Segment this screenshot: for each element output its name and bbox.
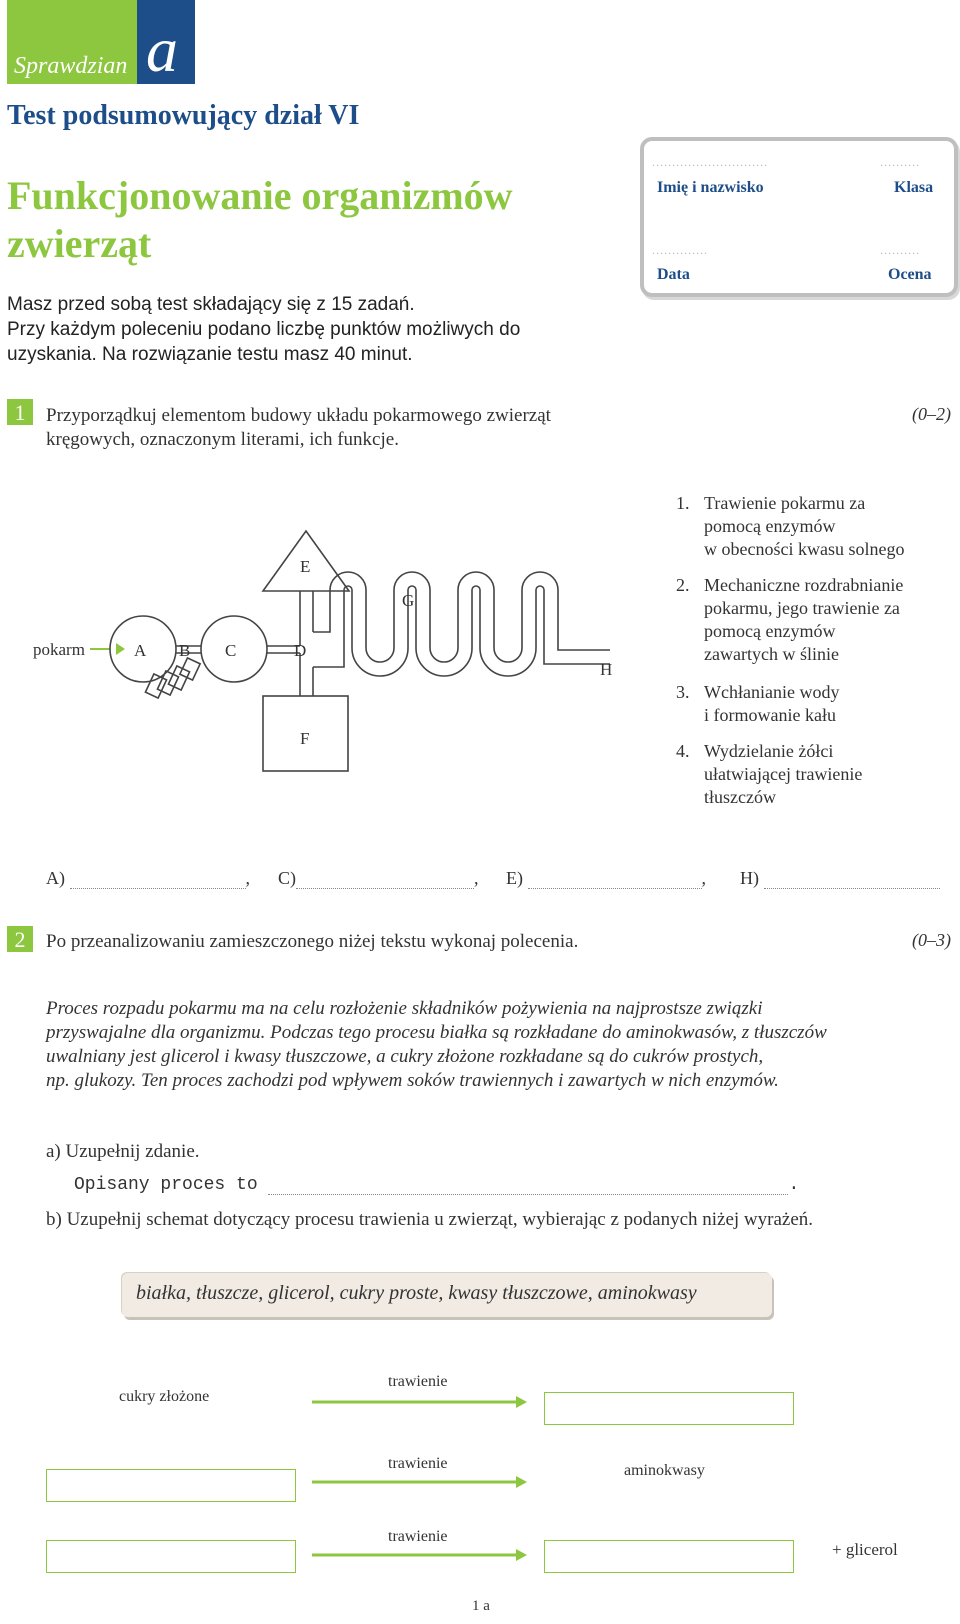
scheme-answer-box[interactable] bbox=[46, 1540, 296, 1573]
function-line: pomocą enzymów bbox=[704, 621, 836, 641]
answer-field[interactable] bbox=[764, 874, 940, 889]
part-a-instruction: a) Uzupełnij zdanie. bbox=[46, 1141, 200, 1162]
task-number: 2 bbox=[7, 926, 33, 952]
task1-text-line: Przyporządkuj elementom budowy układu pokarmowego zwierząt bbox=[46, 405, 551, 426]
student-info-card bbox=[640, 137, 958, 297]
date-label: Data bbox=[657, 266, 690, 283]
scheme-answer-box[interactable] bbox=[46, 1469, 296, 1502]
function-number: 1. bbox=[676, 493, 690, 513]
arrow-label: trawienie bbox=[388, 1455, 448, 1472]
function-line: pomocą enzymów bbox=[704, 516, 836, 536]
answer-label: H) bbox=[740, 868, 759, 888]
answer-label: A) bbox=[46, 868, 65, 888]
diagram-label-f: F bbox=[300, 729, 310, 748]
digestive-system-diagram bbox=[0, 500, 660, 800]
diagram-label-food: pokarm bbox=[33, 640, 85, 659]
arrow-right-icon bbox=[516, 1396, 527, 1408]
badge-letter: a bbox=[146, 14, 178, 85]
paragraph-line: Proces rozpadu pokarmu ma na celu rozłożenie składników pożywienia na najprostsze związki bbox=[46, 998, 763, 1019]
grade-field-line[interactable]: .......... bbox=[880, 243, 920, 257]
answer-field[interactable] bbox=[70, 874, 246, 889]
diagram-label-e: E bbox=[300, 557, 311, 576]
paragraph-line: uwalniany jest glicerol i kwasy tłuszczowe, a cukry złożone rozkładane są do cukrów prostych, bbox=[46, 1046, 764, 1067]
diagram-label-c: C bbox=[225, 641, 237, 660]
function-item bbox=[676, 740, 956, 809]
task1-points: (0–2) bbox=[912, 404, 951, 424]
answer-a[interactable]: A) , bbox=[46, 868, 250, 888]
diagram-label-g: G bbox=[402, 591, 415, 610]
function-line: zawartych w ślinie bbox=[704, 644, 839, 664]
arrow-right-icon bbox=[516, 1476, 527, 1488]
function-item bbox=[676, 681, 956, 727]
answer-label: C) bbox=[278, 868, 296, 888]
diagram-label-d: D bbox=[294, 641, 307, 660]
diagram-label-b: B bbox=[179, 641, 191, 660]
class-field-line[interactable]: .......... bbox=[880, 155, 920, 169]
badge-label: Sprawdzian bbox=[14, 53, 128, 79]
function-number: 4. bbox=[676, 741, 690, 761]
intro-text bbox=[7, 292, 627, 367]
task2-text: Po przeanalizowaniu zamieszczonego niżej tekstu wykonaj polecenia. bbox=[46, 931, 579, 952]
answer-field[interactable] bbox=[296, 874, 474, 889]
part-b-instruction: b) Uzupełnij schemat dotyczący procesu trawienia u zwierząt, wybierając z podanych niżej wyrażeń. bbox=[46, 1209, 814, 1230]
scheme-answer-box[interactable] bbox=[544, 1540, 794, 1573]
answer-h[interactable] bbox=[740, 868, 940, 889]
paragraph-line: przyswajalne dla organizmu. Podczas tego procesu białka są rozkładane do aminokwasów, z tłuszczów bbox=[46, 1022, 827, 1043]
function-line: tłuszczów bbox=[704, 787, 776, 807]
task1-text bbox=[46, 404, 551, 452]
function-number: 3. bbox=[676, 682, 690, 702]
task2-points: (0–3) bbox=[912, 930, 951, 950]
paragraph-line: np. glukozy. Ten proces zachodzi pod wpływem soków trawiennych i zawartych w nich enzymów. bbox=[46, 1070, 779, 1091]
page-title: Funkcjonowanie organizmów zwierząt bbox=[7, 173, 513, 266]
class-label: Klasa bbox=[894, 179, 934, 196]
source-paragraph bbox=[46, 997, 956, 1093]
answer-field[interactable] bbox=[528, 874, 702, 889]
grade-label: Ocena bbox=[888, 266, 932, 283]
function-line: w obecności kwasu solnego bbox=[704, 539, 905, 559]
task1-text-line: kręgowych, oznaczonym literami, ich funkcje. bbox=[46, 429, 399, 450]
function-item bbox=[676, 574, 956, 666]
diagram-label-a: A bbox=[134, 641, 147, 660]
scheme-complex-sugars: cukry złożone bbox=[119, 1388, 210, 1405]
diagram-label-h: H bbox=[600, 660, 613, 679]
scheme-arrows bbox=[300, 1385, 530, 1575]
scheme-answer-box[interactable] bbox=[544, 1392, 794, 1425]
answer-c[interactable]: C) , bbox=[278, 868, 479, 888]
answer-label: E) bbox=[506, 868, 523, 888]
function-line: pokarmu, jego trawienie za bbox=[704, 598, 900, 618]
scheme-glycerol: + glicerol bbox=[832, 1540, 898, 1559]
arrow-label: trawienie bbox=[388, 1528, 448, 1545]
word-bank: białka, tłuszcze, glicerol, cukry proste, kwasy tłuszczowe, aminokwasy bbox=[122, 1273, 772, 1317]
date-field-line[interactable]: .............. bbox=[652, 243, 708, 257]
test-title: Test podsumowujący dział VI bbox=[7, 100, 360, 131]
function-line: ułatwiającej trawienie bbox=[704, 764, 863, 784]
page-number: 1 a bbox=[472, 1598, 490, 1614]
part-a-answer-field[interactable] bbox=[268, 1182, 788, 1195]
task-number: 1 bbox=[7, 399, 33, 425]
scheme-amino-acids: aminokwasy bbox=[624, 1462, 705, 1479]
name-label: Imię i nazwisko bbox=[657, 179, 764, 196]
function-line: Wchłanianie wody bbox=[704, 682, 840, 702]
function-line: Wydzielanie żółci bbox=[704, 741, 834, 761]
part-a-sentence: Opisany proces to . bbox=[74, 1175, 800, 1195]
part-a-prefix: Opisany proces to bbox=[74, 1175, 258, 1195]
function-line: Mechaniczne rozdrabnianie bbox=[704, 575, 904, 595]
function-number: 2. bbox=[676, 575, 690, 595]
function-line: Trawienie pokarmu za bbox=[704, 493, 866, 513]
function-line: i formowanie kału bbox=[704, 705, 836, 725]
intro-line: Masz przed sobą test składający się z 15 zadań. bbox=[7, 294, 415, 315]
answer-e[interactable]: E) , bbox=[506, 868, 706, 888]
name-field-line[interactable]: ............................. bbox=[652, 155, 768, 169]
intro-line: uzyskania. Na rozwiązanie testu masz 40 minut. bbox=[7, 344, 413, 365]
intro-line: Przy każdym poleceniu podano liczbę punktów możliwych do bbox=[7, 319, 521, 340]
function-item bbox=[676, 492, 956, 561]
arrow-label: trawienie bbox=[388, 1373, 448, 1390]
arrow-right-icon bbox=[516, 1549, 527, 1561]
